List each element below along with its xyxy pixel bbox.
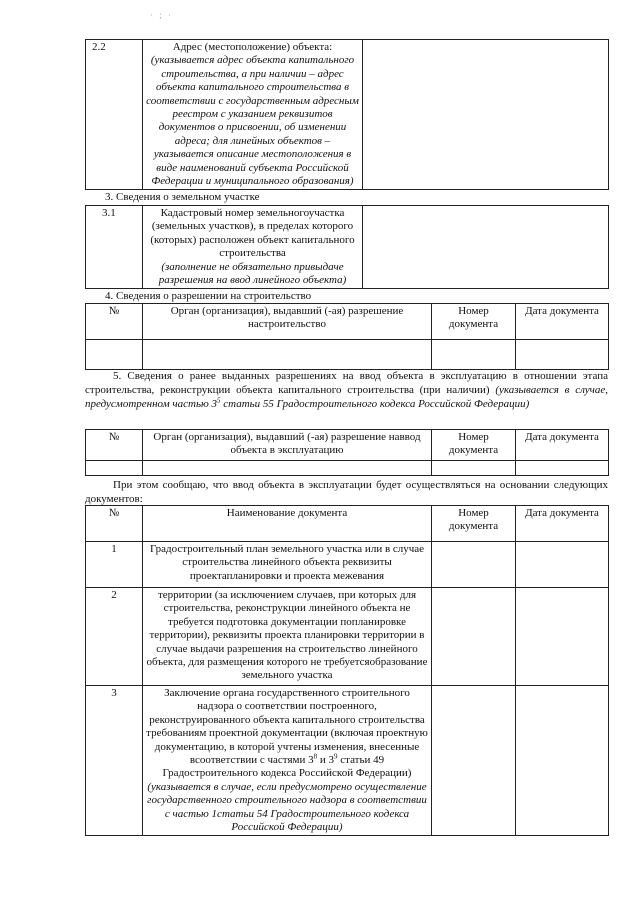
col-organ-header: Орган (организация), выдавший (-ая) разрешение настроительство (143, 304, 432, 340)
doc-row-note: (указывается в случае, если предусмотрено осуществление государственного строительного надзора в соответствии с частью 1статьи 54 Градостроительного кодекса Российской Федерации) (147, 780, 427, 834)
land-label-cell (143, 206, 363, 289)
doc-row-sup-a: 8 (313, 752, 318, 761)
col-num-header: № (86, 506, 143, 542)
doc-row-text-c: статьи 49 Градостроительного кодекса Российской Федерации) (162, 754, 412, 780)
table-row (86, 40, 609, 190)
col-organ-header: Орган (организация), выдавший (-ая) разрешение наввод объекта в эксплуатацию (143, 430, 432, 461)
cell-num[interactable] (86, 461, 143, 476)
section-5-note-a: (указывается в случае, предусмотренном частью 3 (85, 383, 609, 410)
row-number: 2.2 (86, 40, 143, 190)
col-name-header: Наименование документа (143, 506, 432, 542)
section-5-sup: 5 (217, 395, 221, 404)
col-num-header: № (86, 430, 143, 461)
cell-number[interactable] (432, 461, 516, 476)
land-table (85, 205, 609, 289)
doc-row-text-b: и 3 (317, 754, 335, 767)
section-4-heading: 4. Сведения о разрешении на строительство (105, 290, 312, 302)
cell-date[interactable] (516, 542, 609, 588)
doc-row-number: 1 (86, 542, 143, 588)
permit-table (85, 303, 609, 370)
documents-intro: При этом сообщаю, что ввод объекта в эксплуатации будет осуществляться на основании следующих документов: (85, 479, 608, 505)
cell-number[interactable] (432, 340, 516, 370)
table-header-row (86, 506, 609, 542)
row-number: 3.1 (86, 206, 143, 289)
section-5-text: 5. Сведения о ранее выданных разрешениях на ввод объекта в эксплуатацию в отношении этапа строительства, реконструкции объекта капитального строительства (при наличии) (85, 370, 608, 396)
doc-row-text: территории (за исключением случаев, при которых для строительства, реконструкции линейного объекта не требуется подготовка документации попланировке территории), реквизиты проекта планировки территории в случае выдачи разрешения на строительство линейного объекта, для размещения которого не требуетсяобразование земельного участка (143, 588, 432, 686)
cadastral-value-cell[interactable] (363, 206, 609, 289)
cell-number[interactable] (432, 588, 516, 686)
table-row (86, 588, 609, 686)
col-num-header: № (86, 304, 143, 340)
col-number-header: Номер документа (432, 304, 516, 340)
doc-row-number: 3 (86, 686, 143, 836)
cell-organ[interactable] (143, 461, 432, 476)
col-date-header: Дата документа (516, 506, 609, 542)
table-row (86, 686, 609, 836)
section-5-paragraph (85, 370, 608, 411)
cell-date[interactable] (516, 588, 609, 686)
cell-date[interactable] (516, 461, 609, 476)
cell-date[interactable] (516, 340, 609, 370)
cell-number[interactable] (432, 542, 516, 588)
doc-row-text: Градостроительный план земельного участка или в случае строительства линейного объекта реквизиты проектапланировки и проекта межевания (143, 542, 432, 588)
doc-row-sup-b: 9 (334, 752, 338, 761)
cell-number[interactable] (432, 686, 516, 836)
table-row (86, 542, 609, 588)
table-header-row (86, 430, 609, 461)
table-row (86, 206, 609, 289)
address-value-cell[interactable] (363, 40, 609, 190)
documents-table (85, 505, 609, 836)
address-label-cell (143, 40, 363, 190)
col-date-header: Дата документа (516, 430, 609, 461)
doc-row-number: 2 (86, 588, 143, 686)
address-note: (указывается адрес объекта капитального строительства, а при наличии – адрес объекта капитального строительства в соответствии с государственным адресным реестром с указанием реквизитов документов о присвоении, об изменении адреса; для линейных объектов – указывается описание местоположения в виде наименований субъекта Российской Федерации и муниципального образования) (146, 54, 359, 188)
doc-row-text-a: Заключение органа государственного строительного надзора о соответствии построенного, реконструированного объекта капитального строительства требованиям проектной документации (включая проектную документацию, в которой учтены изменения, внесенные всоответствии с частями 3 (146, 687, 428, 767)
cadastral-title: Кадастровый номер земельногоучастка (земельных участков), в пределах которого (которых) расположен объект капитального строительства (150, 207, 355, 260)
table-header-row (86, 304, 609, 340)
table-row (86, 340, 609, 370)
cell-num[interactable] (86, 340, 143, 370)
section-3-heading: 3. Сведения о земельном участке (105, 191, 260, 203)
col-date-header: Дата документа (516, 304, 609, 340)
section-5-note-b: статьи 55 Градостроительного кодекса Российской Федерации) (223, 397, 530, 410)
prior-permits-table (85, 429, 609, 476)
col-number-header: Номер документа (432, 430, 516, 461)
table-row (86, 461, 609, 476)
col-number-header: Номер документа (432, 506, 516, 542)
doc-row-text (143, 686, 432, 836)
scan-artifact: · ; · (150, 10, 173, 20)
cell-date[interactable] (516, 686, 609, 836)
cadastral-note: (заполнение не обязательно привыдаче разрешения на ввод линейного объекта) (158, 260, 347, 287)
address-title: Адрес (местоположение) объекта: (172, 41, 333, 53)
address-table (85, 39, 609, 190)
cell-organ[interactable] (143, 340, 432, 370)
